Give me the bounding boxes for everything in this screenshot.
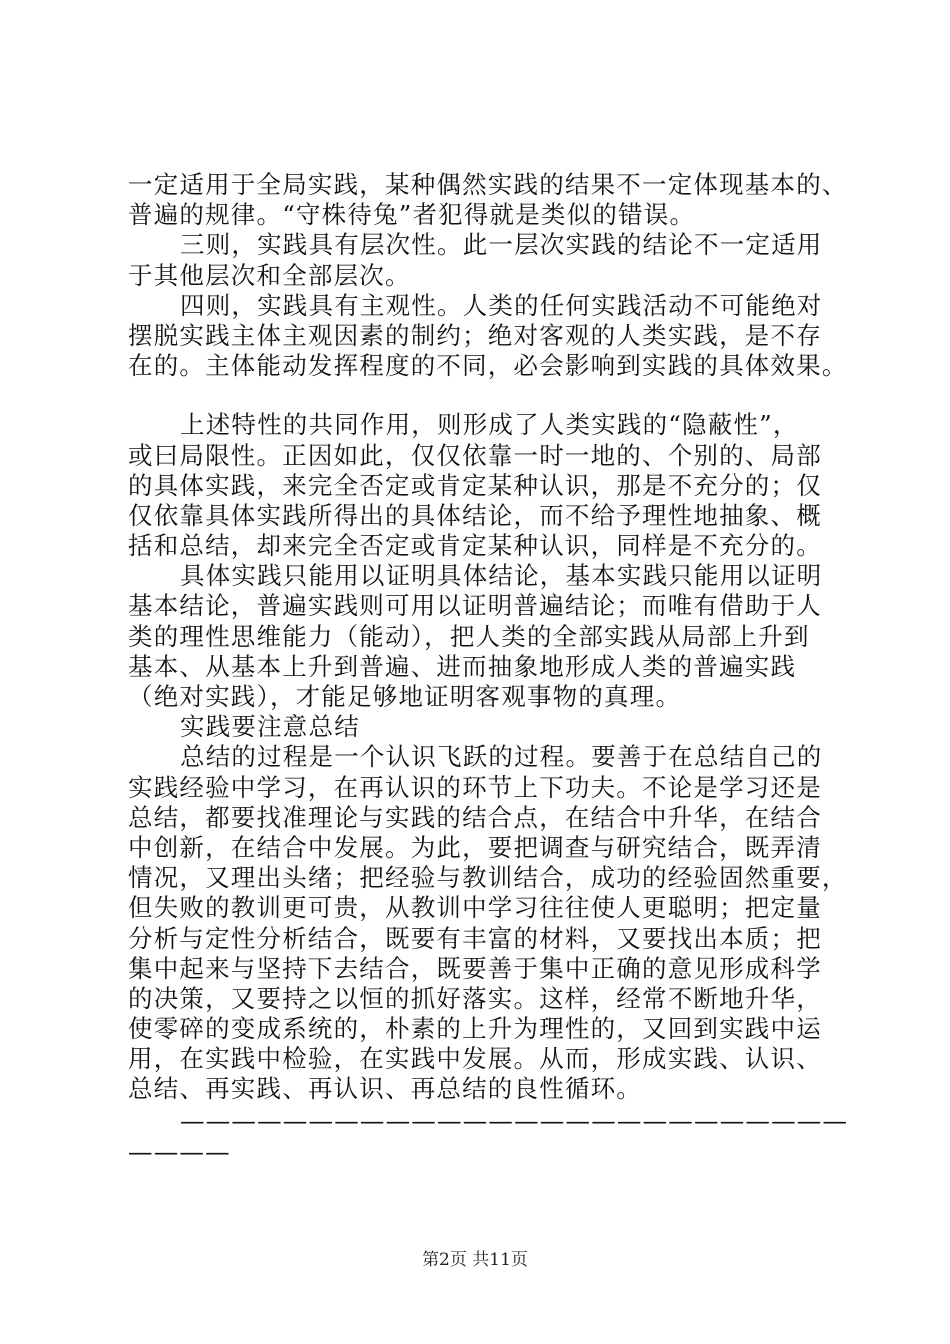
text-line: 括和总结，却来完全否定或肯定某种认识，同样是不充分的。 [128,531,822,561]
text-line: 情况，又理出头绪；把经验与教训结合，成功的经验固然重要， [128,863,848,893]
text-line: 的具体实践，来完全否定或肯定某种认识，那是不充分的；仅 [128,470,822,500]
page-footer: 第2页 共11页 [422,1250,528,1270]
separator-line: ———— [128,1136,231,1166]
paragraph-start-line: 上述特性的共同作用，则形成了人类实践的“隐蔽性”， [180,410,799,440]
text-line: 用，在实践中检验，在实践中发展。从而，形成实践、认识、 [128,1044,822,1074]
text-line: 或曰局限性。正因如此，仅仅依靠一时一地的、个别的、局部 [128,440,822,470]
paragraph-start-line: 三则，实践具有层次性。此一层次实践的结论不一定适用 [180,230,823,260]
paragraph-gap [128,381,833,410]
separator-line: —————————————————————————— [180,1105,849,1135]
document-body [128,170,849,1167]
text-line: 使零碎的变成系统的，朴素的上升为理性的，又回到实践中运 [128,1014,822,1044]
text-line: 在的。主体能动发挥程度的不同，必会影响到实践的具体效果。 [128,351,848,381]
text-line: 仅依靠具体实践所得出的具体结论，而不给予理性地抽象、概 [128,500,822,530]
paragraph-start-line: 具体实践只能用以证明具体结论，基本实践只能用以证明 [180,561,823,591]
text-line: 中创新，在结合中发展。为此，要把调查与研究结合，既弄清 [128,832,822,862]
text-line: 的决策，又要持之以恒的抓好落实。这样，经常不断地升华， [128,983,822,1013]
text-line: 摆脱实践主体主观因素的制约；绝对客观的人类实践，是不存 [128,320,822,350]
text-line: 于其他层次和全部层次。 [128,260,411,290]
text-line: 一定适用于全局实践，某种偶然实践的结果不一定体现基本的、 [128,170,848,199]
paragraph-start-line: 总结的过程是一个认识飞跃的过程。要善于在总结自己的 [180,742,823,772]
text-line: 总结，都要找准理论与实践的结合点，在结合中升华，在结合 [128,802,822,832]
text-line: 总结、再实践、再认识、再总结的良性循环。 [128,1074,642,1104]
text-line: 类的理性思维能力（能动），把人类的全部实践从局部上升到 [128,621,810,651]
text-line: 分析与定性分析结合，既要有丰富的材料，又要找出本质；把 [128,923,822,953]
text-line: 基本结论，普遍实践则可用以证明普遍结论；而唯有借助于人 [128,591,822,621]
text-line: （绝对实践），才能足够地证明客观事物的真理。 [128,682,682,711]
paragraph-start-line: 四则，实践具有主观性。人类的任何实践活动不可能绝对 [180,290,823,320]
text-line: 集中起来与坚持下去结合，既要善于集中正确的意见形成科学 [128,953,822,983]
section-heading: 实践要注意总结 [180,712,360,742]
text-line: 实践经验中学习，在再认识的环节上下功夫。不论是学习还是 [128,772,822,802]
text-line: 基本、从基本上升到普遍、进而抽象地形成人类的普遍实践 [128,651,797,681]
text-line: 但失败的教训更可贵，从教训中学习往往使人更聪明；把定量 [128,893,822,923]
text-line: 普遍的规律。“守株待兔”者犯得就是类似的错误。 [128,200,696,230]
